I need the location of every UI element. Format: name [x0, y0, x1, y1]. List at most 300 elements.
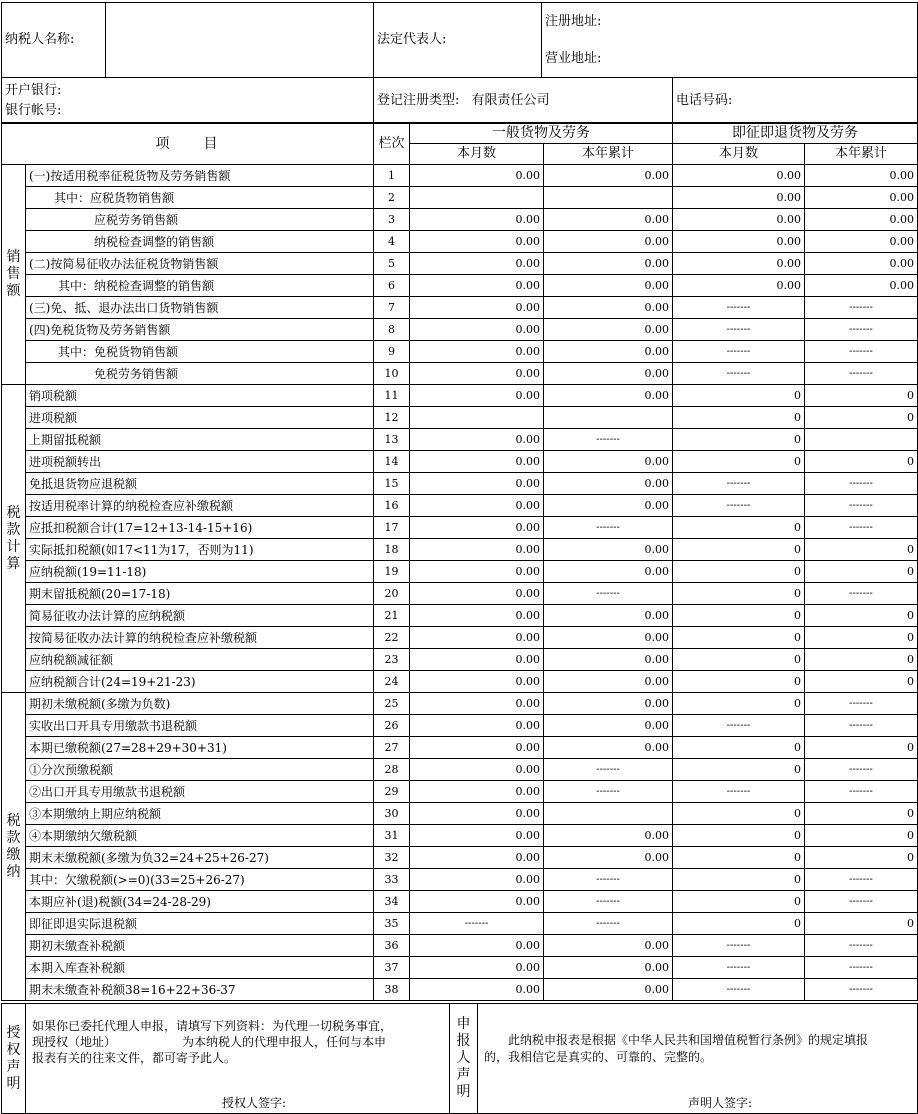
value-cell-rm[interactable]: -------: [673, 473, 805, 495]
value-cell-rm[interactable]: -------: [673, 297, 805, 319]
value-cell-rm[interactable]: 0.00: [673, 187, 805, 209]
row-label: ①分次预缴税额: [26, 759, 374, 781]
item-header: 项 目: [2, 123, 374, 165]
value-cell-rm[interactable]: -------: [673, 363, 805, 385]
value-cell-gm[interactable]: 0.00: [410, 847, 544, 869]
value-cell-gm[interactable]: 0.00: [410, 165, 544, 187]
value-cell-rm[interactable]: -------: [673, 341, 805, 363]
value-cell-gy[interactable]: 0.00: [544, 671, 673, 693]
row-label: 上期留抵税额: [26, 429, 374, 451]
auth-sign-label: 授权人签字:: [222, 1096, 287, 1110]
value-cell-gy[interactable]: -------: [544, 517, 673, 539]
declaration-table: [1, 1003, 918, 1114]
decl-sign-label: 声明人签字:: [688, 1096, 753, 1110]
row-lane-number: 2: [374, 187, 410, 209]
value-cell-gy[interactable]: -------: [544, 583, 673, 605]
row-label: 应抵扣税额合计(17=12+13-14-15+16): [26, 517, 374, 539]
auth-text-3: 报表有关的往来文件，都可寄予此人。: [32, 1051, 237, 1065]
value-cell-ry[interactable]: -------: [805, 693, 918, 715]
value-cell-gy[interactable]: -------: [544, 913, 673, 935]
value-cell-ry[interactable]: 0.00: [805, 253, 918, 275]
table-row: [2, 429, 918, 451]
value-cell-rm[interactable]: 0.00: [673, 275, 805, 297]
value-cell-gy[interactable]: 0.00: [544, 979, 673, 1001]
value-cell-gm[interactable]: 0.00: [410, 319, 544, 341]
row-lane-number: 25: [374, 693, 410, 715]
value-cell-rm[interactable]: 0: [673, 759, 805, 781]
value-cell-gy[interactable]: 0.00: [544, 231, 673, 253]
bank-label: 开户银行:: [5, 82, 62, 98]
account-label: 银行帐号:: [5, 102, 62, 118]
decl-label: 申报人声明: [450, 1004, 478, 1114]
table-row: [2, 341, 918, 363]
legal-rep-label: 法定代表人:: [374, 3, 542, 78]
table-row: [2, 495, 918, 517]
decl-cell: [478, 1004, 918, 1114]
value-cell-ry[interactable]: -------: [805, 935, 918, 957]
row-label: 免税劳务销售额: [26, 363, 374, 385]
value-cell-ry[interactable]: 0: [805, 605, 918, 627]
auth-text-1: 如果你已委托代理人申报，请填写下列资料：为代理一切税务事宜，: [32, 1019, 393, 1033]
value-cell-rm[interactable]: 0: [673, 627, 805, 649]
table-row: [2, 275, 918, 297]
value-cell-rm[interactable]: 0.00: [673, 209, 805, 231]
row-lane-number: 8: [374, 319, 410, 341]
value-cell-gm[interactable]: 0.00: [410, 385, 544, 407]
table-row: [2, 803, 918, 825]
value-cell-rm[interactable]: 0: [673, 451, 805, 473]
row-label: 应纳税额合计(24=19+21-23): [26, 671, 374, 693]
table-row: [2, 517, 918, 539]
table-row: [2, 891, 918, 913]
value-cell-gy[interactable]: 0.00: [544, 935, 673, 957]
value-cell-gm[interactable]: 0.00: [410, 451, 544, 473]
value-cell-gy[interactable]: 0.00: [544, 319, 673, 341]
row-label: 期末未缴查补税额38=16+22+36-37: [26, 979, 374, 1001]
row-lane-number: 20: [374, 583, 410, 605]
value-cell-ry[interactable]: [805, 429, 918, 451]
row-lane-number: 32: [374, 847, 410, 869]
table-row: [2, 363, 918, 385]
general-header: 一般货物及劳务: [410, 123, 673, 144]
row-label: 本期入库查补税额: [26, 957, 374, 979]
value-cell-ry[interactable]: 0: [805, 803, 918, 825]
decl-text-2: 的，我相信它是真实的、可靠的、完整的。: [484, 1050, 713, 1064]
table-row: [2, 605, 918, 627]
value-cell-gy[interactable]: 0.00: [544, 253, 673, 275]
value-cell-gm[interactable]: 0.00: [410, 517, 544, 539]
value-cell-gy[interactable]: 0.00: [544, 649, 673, 671]
auth-text-2: 现授权（地址） 为本纳税人的代理申报人，任何与本申: [32, 1035, 387, 1049]
row-lane-number: 24: [374, 671, 410, 693]
value-cell-rm[interactable]: 0: [673, 561, 805, 583]
value-cell-gm[interactable]: 0.00: [410, 891, 544, 913]
value-cell-gm[interactable]: 0.00: [410, 297, 544, 319]
table-row: [2, 473, 918, 495]
lane-header: 栏次: [374, 123, 410, 165]
value-cell-ry[interactable]: -------: [805, 979, 918, 1001]
row-label: 销项税额: [26, 385, 374, 407]
value-cell-gy[interactable]: 0.00: [544, 605, 673, 627]
value-cell-rm[interactable]: -------: [673, 781, 805, 803]
table-row: [2, 231, 918, 253]
row-lane-number: 16: [374, 495, 410, 517]
value-cell-rm[interactable]: 0: [673, 913, 805, 935]
value-cell-rm[interactable]: 0: [673, 693, 805, 715]
value-cell-ry[interactable]: -------: [805, 869, 918, 891]
value-cell-ry[interactable]: 0.00: [805, 165, 918, 187]
row-lane-number: 21: [374, 605, 410, 627]
row-label: 按简易征收办法计算的纳税检查应补缴税额: [26, 627, 374, 649]
value-cell-ry[interactable]: 0: [805, 671, 918, 693]
row-label: ④本期缴纳欠缴税额: [26, 825, 374, 847]
row-label: 期初未缴税额(多缴为负数): [26, 693, 374, 715]
value-cell-rm[interactable]: 0: [673, 605, 805, 627]
row-lane-number: 35: [374, 913, 410, 935]
value-cell-ry[interactable]: -------: [805, 319, 918, 341]
table-row: [2, 693, 918, 715]
taxpayer-name-label: 纳税人名称:: [2, 3, 106, 78]
row-label: ③本期缴纳上期应纳税额: [26, 803, 374, 825]
row-lane-number: 1: [374, 165, 410, 187]
row-lane-number: 28: [374, 759, 410, 781]
main-table: [1, 122, 918, 1001]
row-label: ②出口开具专用缴款书退税额: [26, 781, 374, 803]
value-cell-gm[interactable]: 0.00: [410, 605, 544, 627]
value-cell-gm[interactable]: 0.00: [410, 627, 544, 649]
value-cell-gy[interactable]: 0.00: [544, 693, 673, 715]
table-row: [2, 759, 918, 781]
value-cell-rm[interactable]: 0: [673, 891, 805, 913]
row-label: 纳税检查调整的销售额: [26, 231, 374, 253]
taxpayer-name-field[interactable]: [106, 3, 374, 78]
row-label: 应税劳务销售额: [26, 209, 374, 231]
row-lane-number: 14: [374, 451, 410, 473]
value-cell-ry[interactable]: 0: [805, 407, 918, 429]
value-cell-gy[interactable]: 0.00: [544, 363, 673, 385]
table-row: [2, 253, 918, 275]
reg-type-value: 有限责任公司: [471, 92, 550, 108]
row-label: 进项税额: [26, 407, 374, 429]
row-lane-number: 31: [374, 825, 410, 847]
rows-body: [2, 165, 918, 1001]
row-label: 进项税额转出: [26, 451, 374, 473]
row-label: 其中：应税货物销售额: [26, 187, 374, 209]
row-lane-number: 6: [374, 275, 410, 297]
value-cell-ry[interactable]: 0: [805, 737, 918, 759]
row-label: 期末未缴税额(多缴为负32=24+25+26-27): [26, 847, 374, 869]
value-cell-gm[interactable]: 0.00: [410, 253, 544, 275]
value-cell-rm[interactable]: -------: [673, 715, 805, 737]
row-lane-number: 7: [374, 297, 410, 319]
value-cell-ry[interactable]: -------: [805, 517, 918, 539]
value-cell-ry[interactable]: -------: [805, 363, 918, 385]
value-cell-gm[interactable]: 0.00: [410, 869, 544, 891]
value-cell-rm[interactable]: -------: [673, 495, 805, 517]
row-lane-number: 13: [374, 429, 410, 451]
table-row: [2, 913, 918, 935]
value-cell-rm[interactable]: 0: [673, 803, 805, 825]
row-lane-number: 4: [374, 231, 410, 253]
row-lane-number: 36: [374, 935, 410, 957]
value-cell-gm[interactable]: [410, 187, 544, 209]
value-cell-gm[interactable]: 0.00: [410, 825, 544, 847]
table-row: [2, 407, 918, 429]
auth-cell: [26, 1004, 450, 1114]
value-cell-rm[interactable]: 0: [673, 583, 805, 605]
value-cell-rm[interactable]: 0.00: [673, 253, 805, 275]
value-cell-gy[interactable]: 0.00: [544, 539, 673, 561]
value-cell-ry[interactable]: -------: [805, 957, 918, 979]
auth-label: 授权声明: [2, 1004, 26, 1114]
row-lane-number: 12: [374, 407, 410, 429]
table-row: [2, 627, 918, 649]
value-cell-gy[interactable]: [544, 407, 673, 429]
value-cell-ry[interactable]: -------: [805, 891, 918, 913]
value-cell-rm[interactable]: -------: [673, 979, 805, 1001]
table-row: [2, 671, 918, 693]
row-label: (二)按简易征收办法征税货物销售额: [26, 253, 374, 275]
row-lane-number: 9: [374, 341, 410, 363]
row-lane-number: 38: [374, 979, 410, 1001]
row-lane-number: 5: [374, 253, 410, 275]
value-cell-ry[interactable]: -------: [805, 341, 918, 363]
general-month-header: 本月数: [410, 144, 544, 165]
value-cell-ry[interactable]: 0.00: [805, 275, 918, 297]
row-label: 免抵退货物应退税额: [26, 473, 374, 495]
row-lane-number: 27: [374, 737, 410, 759]
row-label: 应纳税额(19=11-18): [26, 561, 374, 583]
value-cell-gy[interactable]: -------: [544, 781, 673, 803]
value-cell-gm[interactable]: 0.00: [410, 671, 544, 693]
row-lane-number: 23: [374, 649, 410, 671]
table-row: [2, 539, 918, 561]
refund-month-header: 本月数: [673, 144, 805, 165]
table-row: [2, 979, 918, 1001]
value-cell-ry[interactable]: -------: [805, 781, 918, 803]
value-cell-rm[interactable]: 0: [673, 737, 805, 759]
refund-year-header: 本年累计: [805, 144, 918, 165]
value-cell-gm[interactable]: 0.00: [410, 583, 544, 605]
row-label: 应纳税额减征额: [26, 649, 374, 671]
value-cell-gy[interactable]: -------: [544, 891, 673, 913]
value-cell-gy[interactable]: 0.00: [544, 561, 673, 583]
value-cell-ry[interactable]: -------: [805, 297, 918, 319]
general-year-header: 本年累计: [544, 144, 673, 165]
value-cell-gy[interactable]: 0.00: [544, 297, 673, 319]
table-row: [2, 649, 918, 671]
value-cell-gm[interactable]: -------: [410, 913, 544, 935]
row-lane-number: 34: [374, 891, 410, 913]
value-cell-gy[interactable]: -------: [544, 869, 673, 891]
section-tax-calc-label: 税款计算: [2, 385, 26, 693]
value-cell-gm[interactable]: 0.00: [410, 341, 544, 363]
value-cell-gy[interactable]: 0.00: [544, 847, 673, 869]
table-row: [2, 319, 918, 341]
value-cell-ry[interactable]: 0: [805, 539, 918, 561]
value-cell-ry[interactable]: 0: [805, 627, 918, 649]
row-label: 简易征收办法计算的应纳税额: [26, 605, 374, 627]
value-cell-ry[interactable]: -------: [805, 583, 918, 605]
row-lane-number: 22: [374, 627, 410, 649]
value-cell-rm[interactable]: -------: [673, 957, 805, 979]
refund-header: 即征即退货物及劳务: [673, 123, 918, 144]
value-cell-rm[interactable]: 0.00: [673, 231, 805, 253]
value-cell-gy[interactable]: 0.00: [544, 737, 673, 759]
value-cell-ry[interactable]: 0: [805, 825, 918, 847]
value-cell-gy[interactable]: 0.00: [544, 825, 673, 847]
value-cell-rm[interactable]: 0: [673, 825, 805, 847]
row-label: 实际抵扣税额(如17<11为17，否则为11): [26, 539, 374, 561]
row-lane-number: 17: [374, 517, 410, 539]
bank-cell: [2, 78, 374, 124]
row-label: 其中：免税货物销售额: [26, 341, 374, 363]
value-cell-gm[interactable]: 0.00: [410, 231, 544, 253]
value-cell-gy[interactable]: -------: [544, 759, 673, 781]
value-cell-rm[interactable]: 0: [673, 539, 805, 561]
value-cell-gy[interactable]: 0.00: [544, 627, 673, 649]
row-label: 实收出口开具专用缴款书退税额: [26, 715, 374, 737]
value-cell-gy[interactable]: [544, 803, 673, 825]
value-cell-ry[interactable]: 0.00: [805, 209, 918, 231]
row-lane-number: 10: [374, 363, 410, 385]
value-cell-rm[interactable]: 0: [673, 847, 805, 869]
value-cell-gy[interactable]: 0.00: [544, 473, 673, 495]
table-row: [2, 297, 918, 319]
value-cell-gy[interactable]: 0.00: [544, 495, 673, 517]
row-lane-number: 19: [374, 561, 410, 583]
value-cell-gm[interactable]: 0.00: [410, 803, 544, 825]
row-lane-number: 30: [374, 803, 410, 825]
value-cell-ry[interactable]: 0.00: [805, 187, 918, 209]
table-row: [2, 737, 918, 759]
value-cell-gy[interactable]: -------: [544, 429, 673, 451]
value-cell-gm[interactable]: 0.00: [410, 979, 544, 1001]
value-cell-gm[interactable]: 0.00: [410, 429, 544, 451]
value-cell-gm[interactable]: 0.00: [410, 209, 544, 231]
row-lane-number: 33: [374, 869, 410, 891]
table-row: [2, 451, 918, 473]
phone-label: 电话号码:: [673, 78, 918, 124]
value-cell-gm[interactable]: 0.00: [410, 693, 544, 715]
value-cell-rm[interactable]: 0: [673, 649, 805, 671]
row-lane-number: 18: [374, 539, 410, 561]
value-cell-gy[interactable]: 0.00: [544, 165, 673, 187]
reg-type-cell: [374, 78, 673, 124]
section-sales-label: 销售额: [2, 165, 26, 385]
section-tax-pay-label: 税款缴纳: [2, 693, 26, 1001]
table-row: [2, 165, 918, 187]
value-cell-rm[interactable]: 0: [673, 671, 805, 693]
value-cell-rm[interactable]: 0: [673, 407, 805, 429]
value-cell-rm[interactable]: -------: [673, 319, 805, 341]
value-cell-gm[interactable]: 0.00: [410, 715, 544, 737]
value-cell-rm[interactable]: 0: [673, 429, 805, 451]
value-cell-ry[interactable]: -------: [805, 715, 918, 737]
value-cell-gy[interactable]: 0.00: [544, 385, 673, 407]
value-cell-rm[interactable]: 0: [673, 869, 805, 891]
value-cell-gm[interactable]: [410, 407, 544, 429]
row-lane-number: 29: [374, 781, 410, 803]
header-table: [1, 2, 918, 124]
row-label: (四)免税货物及劳务销售额: [26, 319, 374, 341]
value-cell-ry[interactable]: 0: [805, 385, 918, 407]
value-cell-gy[interactable]: 0.00: [544, 715, 673, 737]
value-cell-gm[interactable]: 0.00: [410, 759, 544, 781]
row-label: 其中：纳税检查调整的销售额: [26, 275, 374, 297]
value-cell-ry[interactable]: 0: [805, 451, 918, 473]
value-cell-gm[interactable]: 0.00: [410, 473, 544, 495]
table-row: [2, 583, 918, 605]
value-cell-rm[interactable]: 0.00: [673, 165, 805, 187]
value-cell-gm[interactable]: 0.00: [410, 495, 544, 517]
value-cell-rm[interactable]: -------: [673, 935, 805, 957]
value-cell-gm[interactable]: 0.00: [410, 539, 544, 561]
value-cell-gm[interactable]: 0.00: [410, 649, 544, 671]
value-cell-gm[interactable]: 0.00: [410, 737, 544, 759]
table-row: [2, 715, 918, 737]
value-cell-ry[interactable]: -------: [805, 473, 918, 495]
row-label: (三)免、抵、退办法出口货物销售额: [26, 297, 374, 319]
row-label: 本期已缴税额(27=28+29+30+31): [26, 737, 374, 759]
value-cell-ry[interactable]: 0: [805, 847, 918, 869]
value-cell-gm[interactable]: 0.00: [410, 561, 544, 583]
table-row: [2, 781, 918, 803]
value-cell-rm[interactable]: 0: [673, 385, 805, 407]
table-row: [2, 187, 918, 209]
biz-address-label: 营业地址:: [545, 51, 602, 66]
value-cell-ry[interactable]: 0.00: [805, 231, 918, 253]
value-cell-gy[interactable]: 0.00: [544, 451, 673, 473]
address-cell: [542, 3, 918, 78]
row-lane-number: 37: [374, 957, 410, 979]
table-row: [2, 209, 918, 231]
row-label: 本期应补(退)税额(34=24-28-29): [26, 891, 374, 913]
row-label: 期末留抵税额(20=17-18): [26, 583, 374, 605]
table-row: [2, 561, 918, 583]
value-cell-ry[interactable]: -------: [805, 495, 918, 517]
value-cell-gy[interactable]: 0.00: [544, 275, 673, 297]
row-label: 即征即退实际退税额: [26, 913, 374, 935]
value-cell-ry[interactable]: -------: [805, 759, 918, 781]
value-cell-ry[interactable]: 0: [805, 561, 918, 583]
row-label: 其中：欠缴税额(>=0)(33=25+26-27): [26, 869, 374, 891]
row-lane-number: 3: [374, 209, 410, 231]
row-label: 按适用税率计算的纳税检查应补缴税额: [26, 495, 374, 517]
table-row: [2, 869, 918, 891]
value-cell-gy[interactable]: 0.00: [544, 957, 673, 979]
value-cell-gy[interactable]: 0.00: [544, 209, 673, 231]
table-row: [2, 847, 918, 869]
table-row: [2, 935, 918, 957]
table-row: [2, 825, 918, 847]
value-cell-ry[interactable]: 0: [805, 913, 918, 935]
value-cell-gy[interactable]: [544, 187, 673, 209]
value-cell-gm[interactable]: 0.00: [410, 957, 544, 979]
value-cell-gy[interactable]: 0.00: [544, 341, 673, 363]
row-label: (一)按适用税率征税货物及劳务销售额: [26, 165, 374, 187]
value-cell-rm[interactable]: 0: [673, 517, 805, 539]
value-cell-gm[interactable]: 0.00: [410, 275, 544, 297]
value-cell-gm[interactable]: 0.00: [410, 935, 544, 957]
table-row: [2, 385, 918, 407]
reg-address-label: 注册地址:: [545, 14, 602, 29]
table-row: [2, 957, 918, 979]
value-cell-ry[interactable]: 0: [805, 649, 918, 671]
row-lane-number: 26: [374, 715, 410, 737]
value-cell-gm[interactable]: 0.00: [410, 363, 544, 385]
value-cell-gm[interactable]: 0.00: [410, 781, 544, 803]
